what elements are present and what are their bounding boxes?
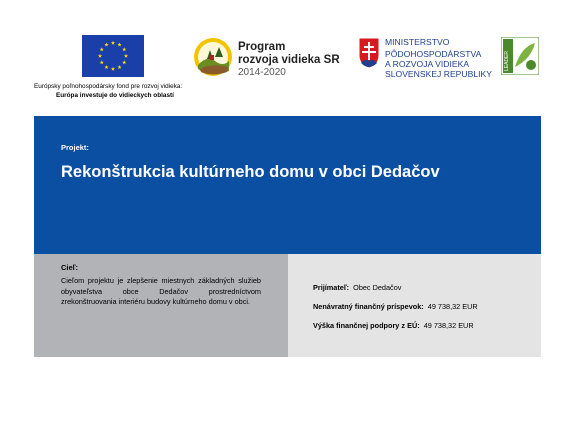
eu-support-value: 49 738,32 EUR [423,321,474,330]
slovak-coat-of-arms-icon [358,37,380,69]
prv-period: 2014-2020 [238,67,286,78]
goal-text: Cieľom projektu je zlepšenie miestnych základných služieb obyvateľstva obce Dedačov prostredníctvom zrekonštruovania interiéru budovy kultúrneho domu v obci. [61,276,261,306]
leader-text: LEADER [504,50,510,71]
grant-label: Nenávratný finančný príspevok: [313,302,424,311]
goal-label: Cieľ: [61,263,79,272]
prv-title-line1: Program [238,41,286,53]
eu-caption-line1: Európsky poľnohospodársky fond pre rozvoj vidieka: [34,83,183,90]
goal-panel [34,254,288,357]
project-title: Rekonštrukcia kultúrneho domu v obci Dedačov [61,163,440,181]
details-panel [288,254,541,357]
ministry-line3: A ROZVOJA VIDIEKA [385,59,470,69]
prv-emblem-icon [193,37,233,77]
logo-header [0,0,575,112]
recipient-value: Obec Dedačov [353,283,402,292]
ministry-logo [358,37,498,83]
recipient-row [313,283,401,292]
prv-title-line2: rozvoja vidieka SR [238,54,340,66]
grant-row [313,302,478,311]
eu-support-row [313,321,474,330]
eu-support-label: Výška finančnej podpory z EÚ: [313,321,420,330]
prv-logo [193,37,343,83]
grant-value: 49 738,32 EUR [427,302,478,311]
eu-flag-icon [82,35,144,77]
ministry-line2: PÔDOHOSPODÁRSTVA [385,49,482,59]
project-band [34,116,541,254]
project-label: Projekt: [61,143,89,152]
ministry-line4: SLOVENSKEJ REPUBLIKY [385,69,492,79]
ministry-line1: MINISTERSTVO [385,37,450,47]
recipient-label: Prijímateľ: [313,283,350,292]
eu-caption-line2: Európa investuje do vidieckych oblastí [56,92,174,99]
leader-logo [501,37,539,75]
